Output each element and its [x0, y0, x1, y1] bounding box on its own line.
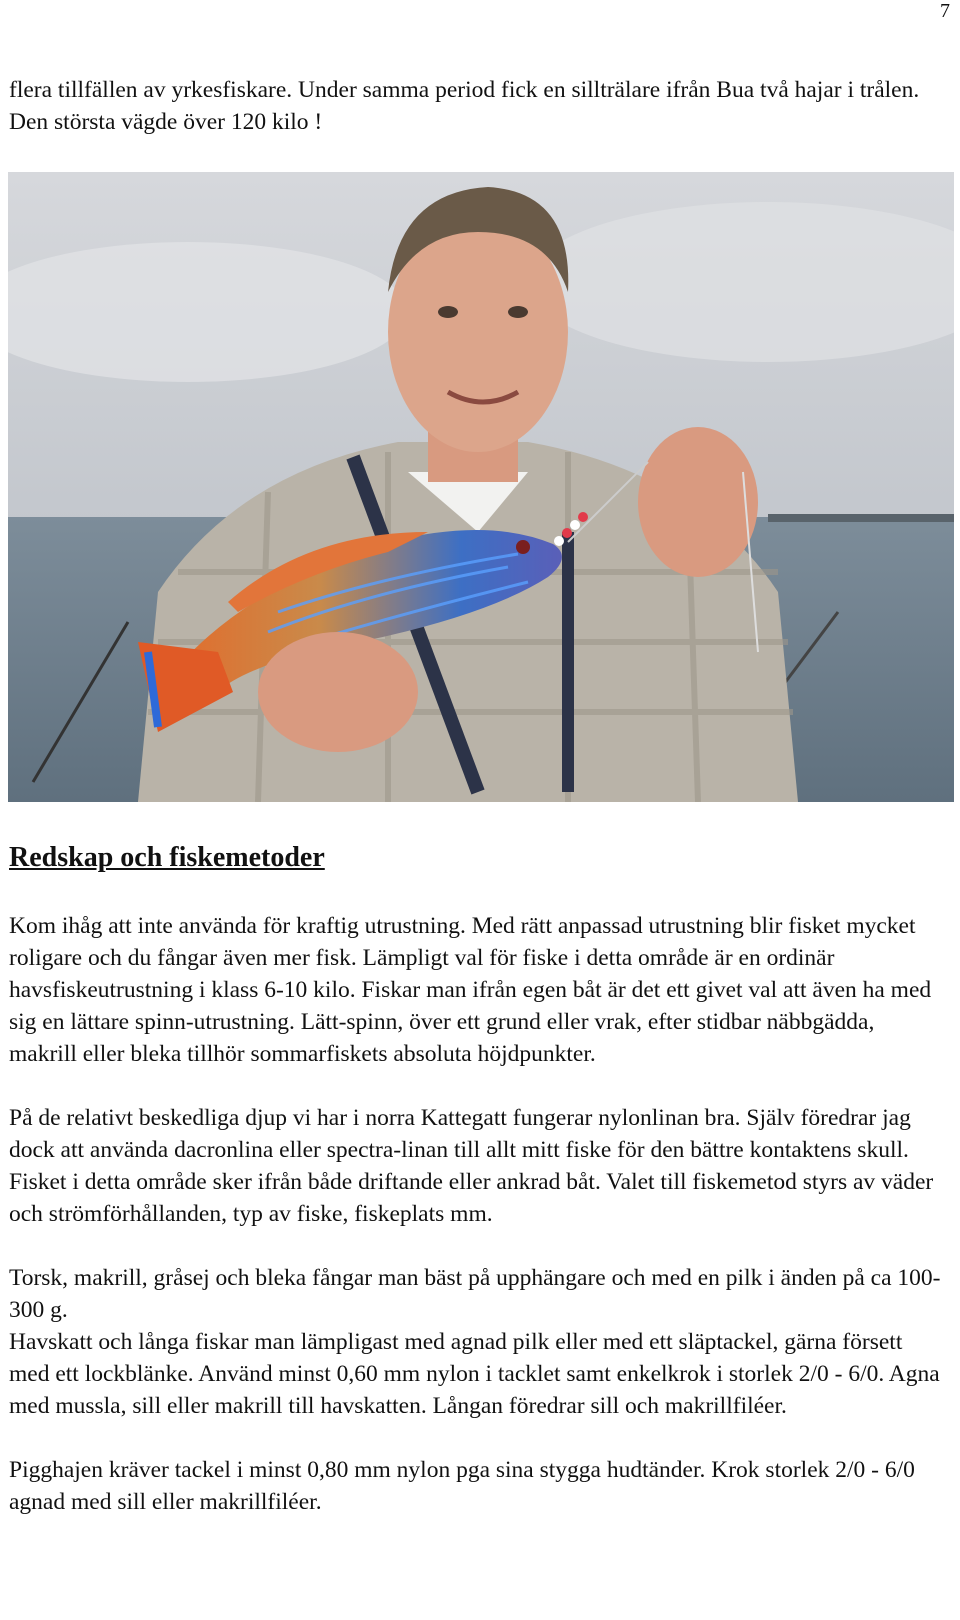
- paragraph: På de relativt beskedliga djup vi har i norra Kattegatt fungerar nylonlinan bra. Själv föredrar jag dock att använda dacronlina eller spectra-linan till allt mitt fiske för den bättre kontaktens skull.: [9, 1105, 911, 1163]
- paragraph: Pigghajen kräver tackel i minst 0,80 mm nylon pga sina stygga hudtänder. Krok storlek 2/0 - 6/0 agnad med sill eller makrillfiléer.: [9, 1457, 915, 1515]
- section-heading: Redskap och fiskemetoder: [9, 842, 325, 873]
- hand: [258, 632, 418, 752]
- fish-eye: [516, 540, 530, 554]
- intro-paragraph: flera tillfällen av yrkesfiskare. Under samma period fick en sillträlare ifrån Bua två hajar i trålen. Den största vägde över 120 kilo !: [9, 77, 920, 135]
- paragraph: Havskatt och långa fiskar man lämpligast med agnad pilk eller med ett släptackel, gärna försett med ett lockblänke. Använd minst 0,60 mm nylon i tacklet samt enkelkrok i storlek 2/0 - 6/0. Agna med mussla, sill eller makrill till havskatten. Långan föredrar sill och makrillfiléer.: [9, 1329, 940, 1419]
- paragraph: Kom ihåg att inte använda för kraftig utrustning. Med rätt anpassad utrustning blir fisket mycket roligare och du fångar även mer fisk. Lämpligt val för fiske i detta område är en ordinär havsfiskeutrustning i klass 6-10 kilo. Fiskar man ifrån egen båt är det ett givet val att även ha med sig en lättare spinn-utrustning. Lätt-spinn, över ett grund eller vrak, efter stidbar näbbgädda, makrill eller bleka tillhör sommarfiskets absoluta höjdpunkter.: [9, 913, 932, 1067]
- shoreline: [768, 514, 954, 522]
- paragraph: Fisket i detta område sker ifrån både driftande eller ankrad båt. Valet till fiskemetod styrs av väder och strömförhållanden, typ av fiske, fiskeplats mm.: [9, 1169, 934, 1227]
- section-body: [9, 910, 944, 1518]
- page-number: 7: [940, 0, 950, 22]
- fishing-photo: [8, 172, 954, 802]
- hand: [638, 427, 758, 577]
- paragraph: Torsk, makrill, gråsej och bleka fångar man bäst på upphängare och med en pilk i änden på ca 100-300 g.: [9, 1265, 941, 1323]
